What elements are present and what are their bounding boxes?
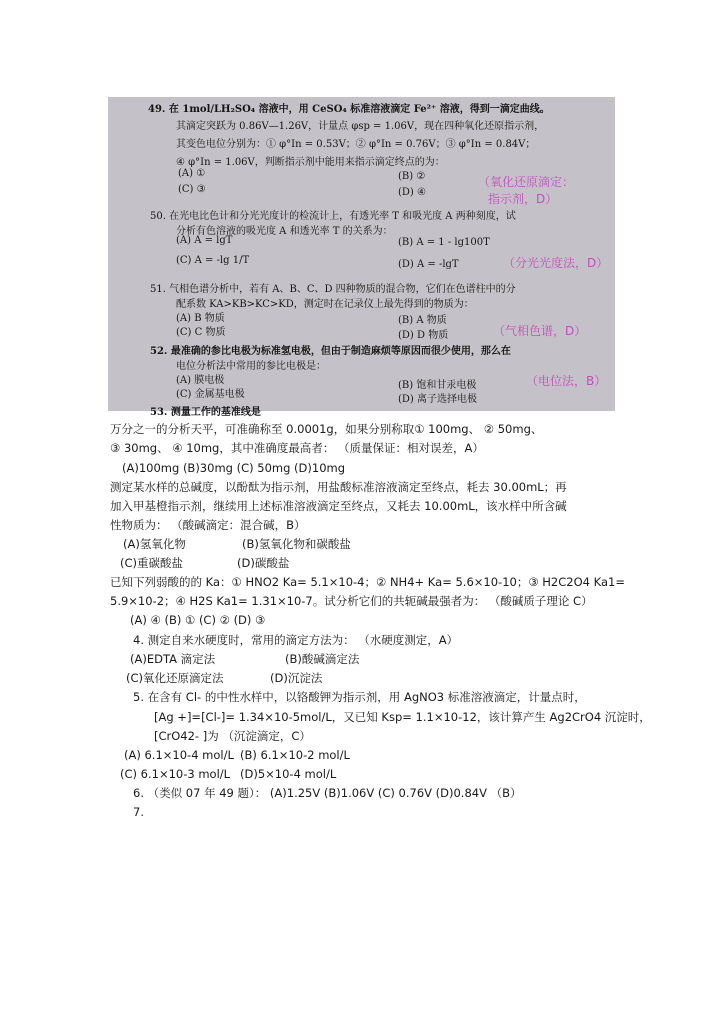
option-text: (A)EDTA 滴定法 (130, 652, 216, 666)
text-line: (A)100mg (B)30mg (C) 50mg (D)10mg (122, 461, 346, 475)
option-text: (C)氧化还原滴定法 (126, 671, 224, 685)
q49-option-a: (A) ① (178, 168, 206, 179)
q50-annotation: （分光光度法，D） (503, 256, 609, 270)
q51-line-2: 配系数 KA>KB>KC>KD，测定时在记录仪上最先得到的物质为： (176, 299, 474, 310)
q52-line-1: 52. 最准确的参比电极为标准氢电极，但由于制造麻烦等原因而很少使用，那么在 (150, 346, 511, 357)
q49-option-b: (B) ② (398, 171, 426, 182)
q51-option-b: (B) A 物质 (398, 315, 447, 326)
q49-option-c: (C) ③ (178, 184, 206, 195)
q49-line-1: 49. 在 1mol/LH₂SO₄ 溶液中，用 CeSO₄ 标准溶液滴定 Fe²⁺ 溶液，得到一滴定曲线。 (148, 104, 550, 115)
q52-line-2: 电位分析法中常用的参比电极是： (176, 361, 326, 372)
option-text: (B)酸碱滴定法 (285, 652, 360, 666)
q50-option-d: (D) A = -lgT (398, 259, 459, 270)
q50-line-1: 50. 在光电比色计和分光光度计的检流计上，有透光率 T 和吸光度 A 两种刻度，试 (150, 211, 516, 222)
text-line: 6. （类似 07 年 49 题）： (A)1.25V (B)1.06V (C) 0.76V (D)0.84V （B） (133, 786, 522, 800)
option-text: (A)氢氧化物 (123, 537, 186, 551)
q52-annotation: （电位法，B） (526, 374, 607, 388)
q51-option-c: (C) C 物质 (176, 327, 226, 338)
q51-option-a: (A) B 物质 (176, 313, 225, 324)
q52-option-d: (D) 离子选择电极 (398, 394, 477, 405)
text-line: [CrO42- ]为 （沉淀滴定，C） (154, 729, 311, 743)
q49-option-d: (D) ④ (398, 187, 426, 198)
q49-annotation-1: （氧化还原滴定： (478, 175, 575, 189)
option-text: (D)5×10-4 mol/L (240, 767, 337, 781)
option-text: (D)碳酸盐 (237, 556, 290, 570)
text-line: 性物质为： （酸碱滴定：混合碱，B） (110, 518, 306, 532)
text-line: [Ag +]=[Cl-]= 1.34×10-5mol/L，又已知 Ksp= 1.1×10-12，该计算产生 Ag2CrO4 沉淀时， (154, 710, 651, 724)
q49-line-4: ④ φ°In = 1.06V，判断指示剂中能用来指示滴定终点的为： (176, 157, 445, 168)
text-line: (A) ④ (B) ① (C) ② (D) ③ (130, 613, 266, 627)
q49-annotation-2: 指示剂，D） (488, 192, 558, 206)
option-text: (A) 6.1×10-4 mol/L (124, 748, 234, 762)
q50-option-a: (A) A = lgT (176, 235, 233, 246)
option-text: (C) 6.1×10-3 mol/L (120, 767, 231, 781)
q52-option-a: (A) 膜电极 (176, 375, 225, 386)
option-text: (B) 6.1×10-2 mol/L (240, 748, 350, 762)
option-text: (D)沉淀法 (270, 671, 323, 685)
q50-option-b: (B) A = 1 - lg100T (398, 237, 490, 248)
text-line: 7. (133, 805, 144, 819)
q50-line-2: 分析有色溶液的吸光度 A 和透光率 T 的关系为： (176, 226, 393, 237)
text-line: 万分之一的分析天平，可准确称至 0.0001g，如果分别称取① 100mg、 ② 50mg、 (110, 422, 543, 436)
q53-line: 53. 测量工作的基准线是 (150, 407, 261, 418)
q51-option-d: (D) D 物质 (398, 330, 449, 341)
q49-line-3: 其变色电位分别为：① φ°In = 0.53V；② φ°In = 0.76V；③ φ°In = 0.84V； (176, 139, 536, 150)
option-text: (C)重碳酸盐 (120, 556, 184, 570)
q51-annotation: （气相色谱，D） (493, 324, 587, 338)
text-line: 测定某水样的总碱度，以酚酞为指示剂，用盐酸标准溶液滴定至终点，耗去 30.00mL；再 (110, 480, 567, 494)
q50-option-c: (C) A = -lg 1/T (176, 255, 250, 266)
text-line: 5. 在含有 Cl- 的中性水样中，以铬酸钾为指示剂，用 AgNO3 标准溶液滴定，计量点时， (133, 690, 586, 704)
q52-option-c: (C) 金属基电极 (176, 389, 245, 400)
text-line: 已知下列弱酸的的 Ka：① HNO2 Ka= 5.1×10-4；② NH4+ Ka= 5.6×10-10；③ H2C2O4 Ka1= (110, 575, 625, 589)
text-line: 4. 测定自来水硬度时，常用的滴定方法为： （水硬度测定，A） (133, 633, 459, 647)
q52-option-b: (B) 饱和甘汞电极 (398, 380, 477, 391)
text-line: 5.9×10-2；④ H2S Ka1= 1.31×10-7。试分析它们的共轭碱最强者为： （酸碱质子理论 C） (110, 594, 593, 608)
q49-line-2: 其滴定突跃为 0.86V—1.26V，计量点 φsp = 1.06V，现在四种氧化还原指示剂， (176, 121, 545, 132)
option-text: (B)氢氧化物和碳酸盐 (242, 537, 351, 551)
text-line: ③ 30mg、 ④ 10mg，其中准确度最高者： （质量保证：相对误差，A） (110, 441, 484, 455)
text-line: 加入甲基橙指示剂，继续用上述标准溶液滴定至终点，又耗去 10.00mL，该水样中所含碱 (110, 499, 567, 513)
scanned-exam-image (108, 97, 615, 418)
q51-line-1: 51. 气相色谱分析中，若有 A、B、C、D 四种物质的混合物，它们在色谱柱中的分 (150, 284, 516, 295)
